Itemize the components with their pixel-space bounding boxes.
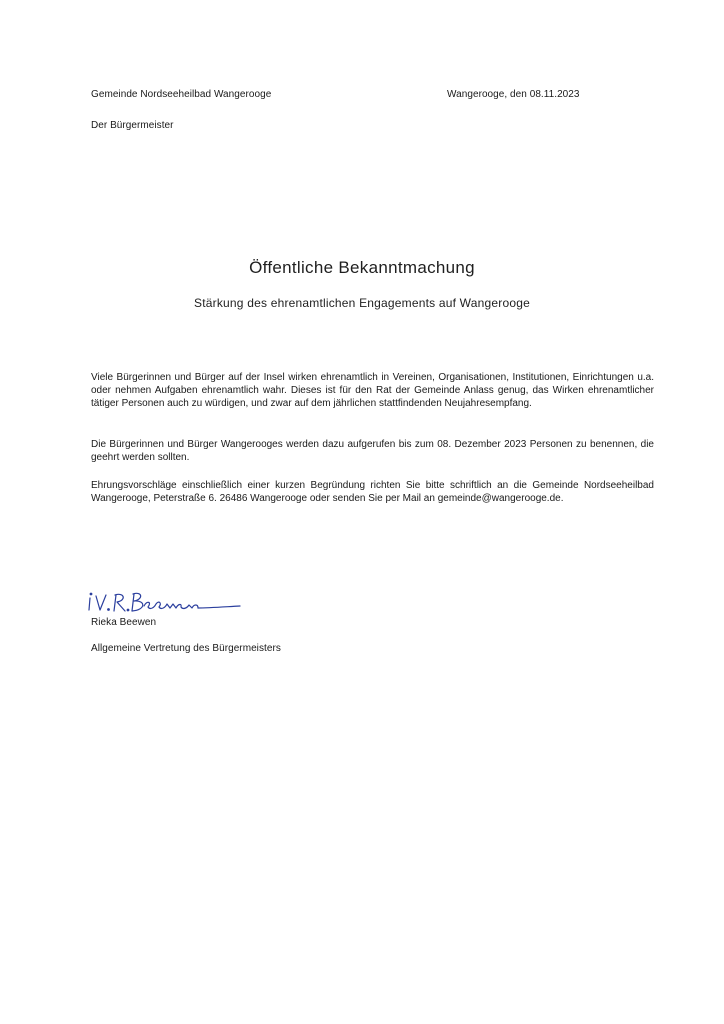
sender-organization: Gemeinde Nordseeheilbad Wangerooge [91,89,272,100]
body-paragraph: Die Bürgerinnen und Bürger Wangerooges werden dazu aufgerufen bis zum 08. Dezember 2023 Personen zu benennen, die geehrt werden sollten. [91,439,654,463]
signer-title: Allgemeine Vertretung des Bürgermeisters [91,643,281,654]
handwritten-signature [84,586,244,618]
place-and-date: Wangerooge, den 08.11.2023 [447,89,580,100]
body-paragraph: Ehrungsvorschläge einschließlich einer kurzen Begründung richten Sie bitte schriftlich an die Gemeinde Nordseeheilbad Wangerooge, Peterstraße 6. 26486 Wangerooge oder senden Sie per Mail an gemeinde@wangerooge.de. [91,480,654,504]
document-subtitle: Stärkung des ehrenamtlichen Engagements auf Wangerooge [194,296,530,310]
document-title: Öffentliche Bekanntmachung [249,258,475,277]
sender-role: Der Bürgermeister [91,120,174,131]
body-paragraph: Viele Bürgerinnen und Bürger auf der Insel wirken ehrenamtlich in Vereinen, Organisationen, Institutionen, Einrichtungen u.a. oder nehmen Aufgaben ehrenamtlich wahr. Dieses ist für den Rat der Gemeinde Anlass genug, das Wirken ehrenamtlicher tätiger Personen auch zu würdigen, und zwar auf dem jährlichen stattfindenden Neujahresempfang. [91,372,654,409]
signer-name: Rieka Beewen [91,617,157,628]
